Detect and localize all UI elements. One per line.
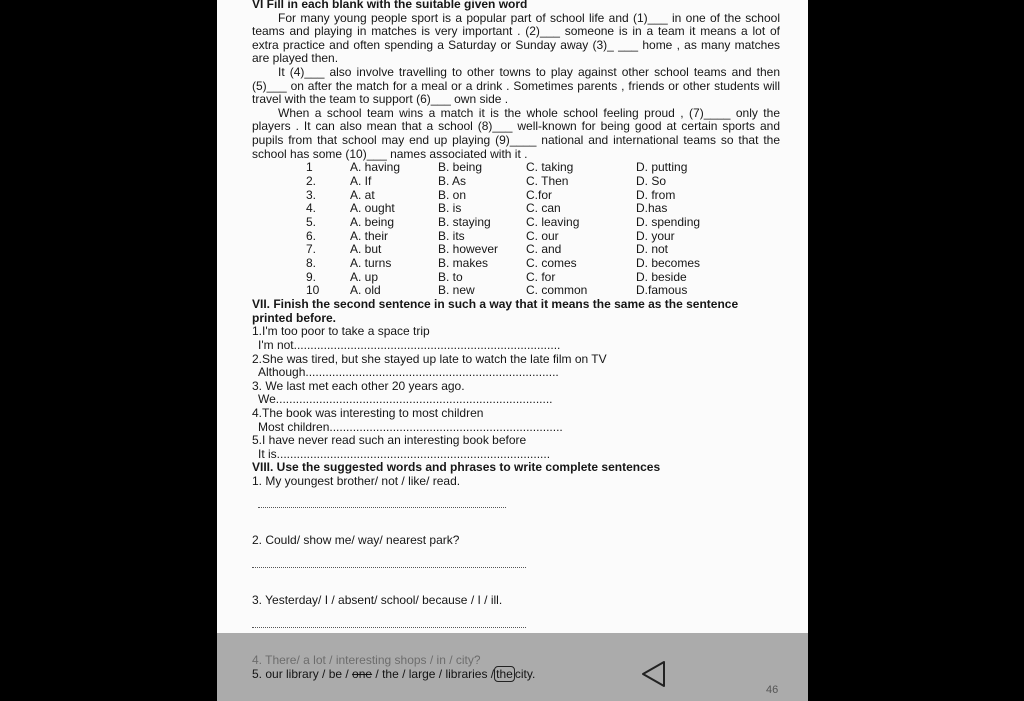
boxed-word: the [496, 667, 513, 681]
section-6-paragraph-1: For many young people sport is a popular part of school life and (1)___ in one of the school teams and playing in matches is very important . (2)___ someone is in a team it means a lot of extra practice and often spending a Saturday or Sunday away (3)_ ___ home , as many matches are played then. [252, 10, 780, 66]
s8-answer-line-1 [252, 488, 780, 510]
option-b: B. As [438, 173, 467, 188]
option-b: B. new [438, 283, 475, 298]
option-row [306, 243, 780, 257]
option-c: C. our [526, 228, 559, 243]
s7-question-3: 3. We last met each other 20 years ago. [252, 378, 465, 393]
option-d: D. spending [636, 214, 701, 229]
option-a: A. being [350, 214, 395, 229]
s8-answer-line-3 [252, 608, 780, 630]
s7-answer-1: I'm not................................................................................ [258, 337, 561, 352]
option-n: 5. [306, 214, 317, 229]
option-c: C.for [526, 187, 553, 202]
option-c: C. for [526, 269, 556, 284]
option-d: D. putting [636, 160, 688, 175]
option-row [306, 175, 780, 189]
option-d: D. becomes [636, 256, 701, 271]
option-b: B. staying [438, 214, 491, 229]
document-page [217, 0, 808, 701]
option-c: C. comes [526, 256, 577, 271]
option-row [306, 257, 780, 271]
section-7-items [252, 325, 780, 461]
s7-question-5: 5.I have never read such an interesting book before [252, 433, 527, 448]
section-6-paragraph-3: When a school team wins a match it is the whole school feeling proud , (7)____ only the players . It can also mean that a school (8)___ well-known for being good at certain sports and pupils from that school may end up playing (9)____ national and international teams so that the school has some (10)___ names associated with it . [252, 105, 780, 161]
option-a: A. old [350, 283, 381, 298]
option-n: 6. [306, 228, 317, 243]
option-row [306, 216, 780, 230]
option-a: A. at [350, 187, 375, 202]
section-8-title: VIII. Use the suggested words and phrases to write complete sentences [252, 460, 661, 475]
option-a: A. ought [350, 201, 395, 216]
option-n: 7. [306, 242, 317, 257]
option-b: B. makes [438, 256, 489, 271]
s8-answer-line-2 [252, 548, 780, 570]
option-a: A. having [350, 160, 401, 175]
option-d: D. from [636, 187, 676, 202]
option-n: 9. [306, 269, 317, 284]
back-triangle-icon[interactable] [641, 660, 667, 688]
option-n: 3. [306, 187, 317, 202]
option-c: C. taking [526, 160, 574, 175]
option-d: D.famous [636, 283, 688, 298]
option-c: C. common [526, 283, 588, 298]
option-b: B. to [438, 269, 463, 284]
option-b: B. being [438, 160, 483, 175]
section-6-title: VI Fill in each blank with the suitable given word [252, 0, 528, 11]
options-table [306, 161, 780, 298]
option-row [306, 161, 780, 175]
option-d: D. beside [636, 269, 687, 284]
option-c: C. can [526, 201, 561, 216]
s7-question-2: 2.She was tired, but she stayed up late to watch the late film on TV [252, 351, 607, 366]
option-c: C. and [526, 242, 562, 257]
s8-item-3: 3. Yesterday/ I / absent/ school/ because / I / ill. [252, 593, 503, 608]
s7-answer-5: It is.................................................................................. [258, 446, 551, 461]
option-a: A. but [350, 242, 382, 257]
s8-item-5: 5. our library / be / one / the / large / libraries / the city. [252, 667, 536, 681]
struck-word: one [352, 667, 373, 681]
s8-item-2: 2. Could/ show me/ way/ nearest park? [252, 533, 460, 548]
option-n: 4. [306, 201, 317, 216]
option-row [306, 189, 780, 203]
option-n: 8. [306, 256, 317, 271]
option-b: B. its [438, 228, 465, 243]
option-b: B. however [438, 242, 499, 257]
option-d: D. So [636, 173, 667, 188]
option-row [306, 284, 780, 298]
section-6-paragraph-2: It (4)___ also involve travelling to other towns to play against other school teams and then (5)___ on after the match for a meal or a drink . Sometimes parents , friends or other students will travel with the team to support (6)___ own side . [252, 64, 780, 107]
option-b: B. on [438, 187, 467, 202]
option-a: A. their [350, 228, 389, 243]
option-d: D. your [636, 228, 675, 243]
s7-answer-2: Although............................................................................ [258, 365, 559, 380]
s7-question-1: 1.I'm too poor to take a space trip [252, 324, 430, 339]
s8-item-1: 1. My youngest brother/ not / like/ read. [252, 473, 461, 488]
s7-answer-4: Most children...................................................................... [258, 419, 563, 434]
s7-answer-3: We................................................................................... [258, 392, 553, 407]
option-row [306, 271, 780, 285]
worksheet-content [252, 0, 780, 667]
option-a: A. If [350, 173, 372, 188]
s7-question-4: 4.The book was interesting to most children [252, 405, 484, 420]
option-c: C. leaving [526, 214, 580, 229]
option-c: C. Then [526, 173, 569, 188]
option-row [306, 202, 780, 216]
option-row [306, 230, 780, 244]
option-d: D. not [636, 242, 669, 257]
option-b: B. is [438, 201, 462, 216]
option-a: A. up [350, 269, 379, 284]
option-n: 10 [306, 283, 320, 298]
option-n: 1 [306, 160, 313, 175]
section-7-title: VII. Finish the second sentence in such a way that it means the same as the sentence printed before. [252, 297, 739, 325]
option-a: A. turns [350, 256, 392, 271]
option-d: D.has [636, 201, 668, 216]
page-number: 46 [766, 684, 779, 696]
option-n: 2. [306, 173, 317, 188]
